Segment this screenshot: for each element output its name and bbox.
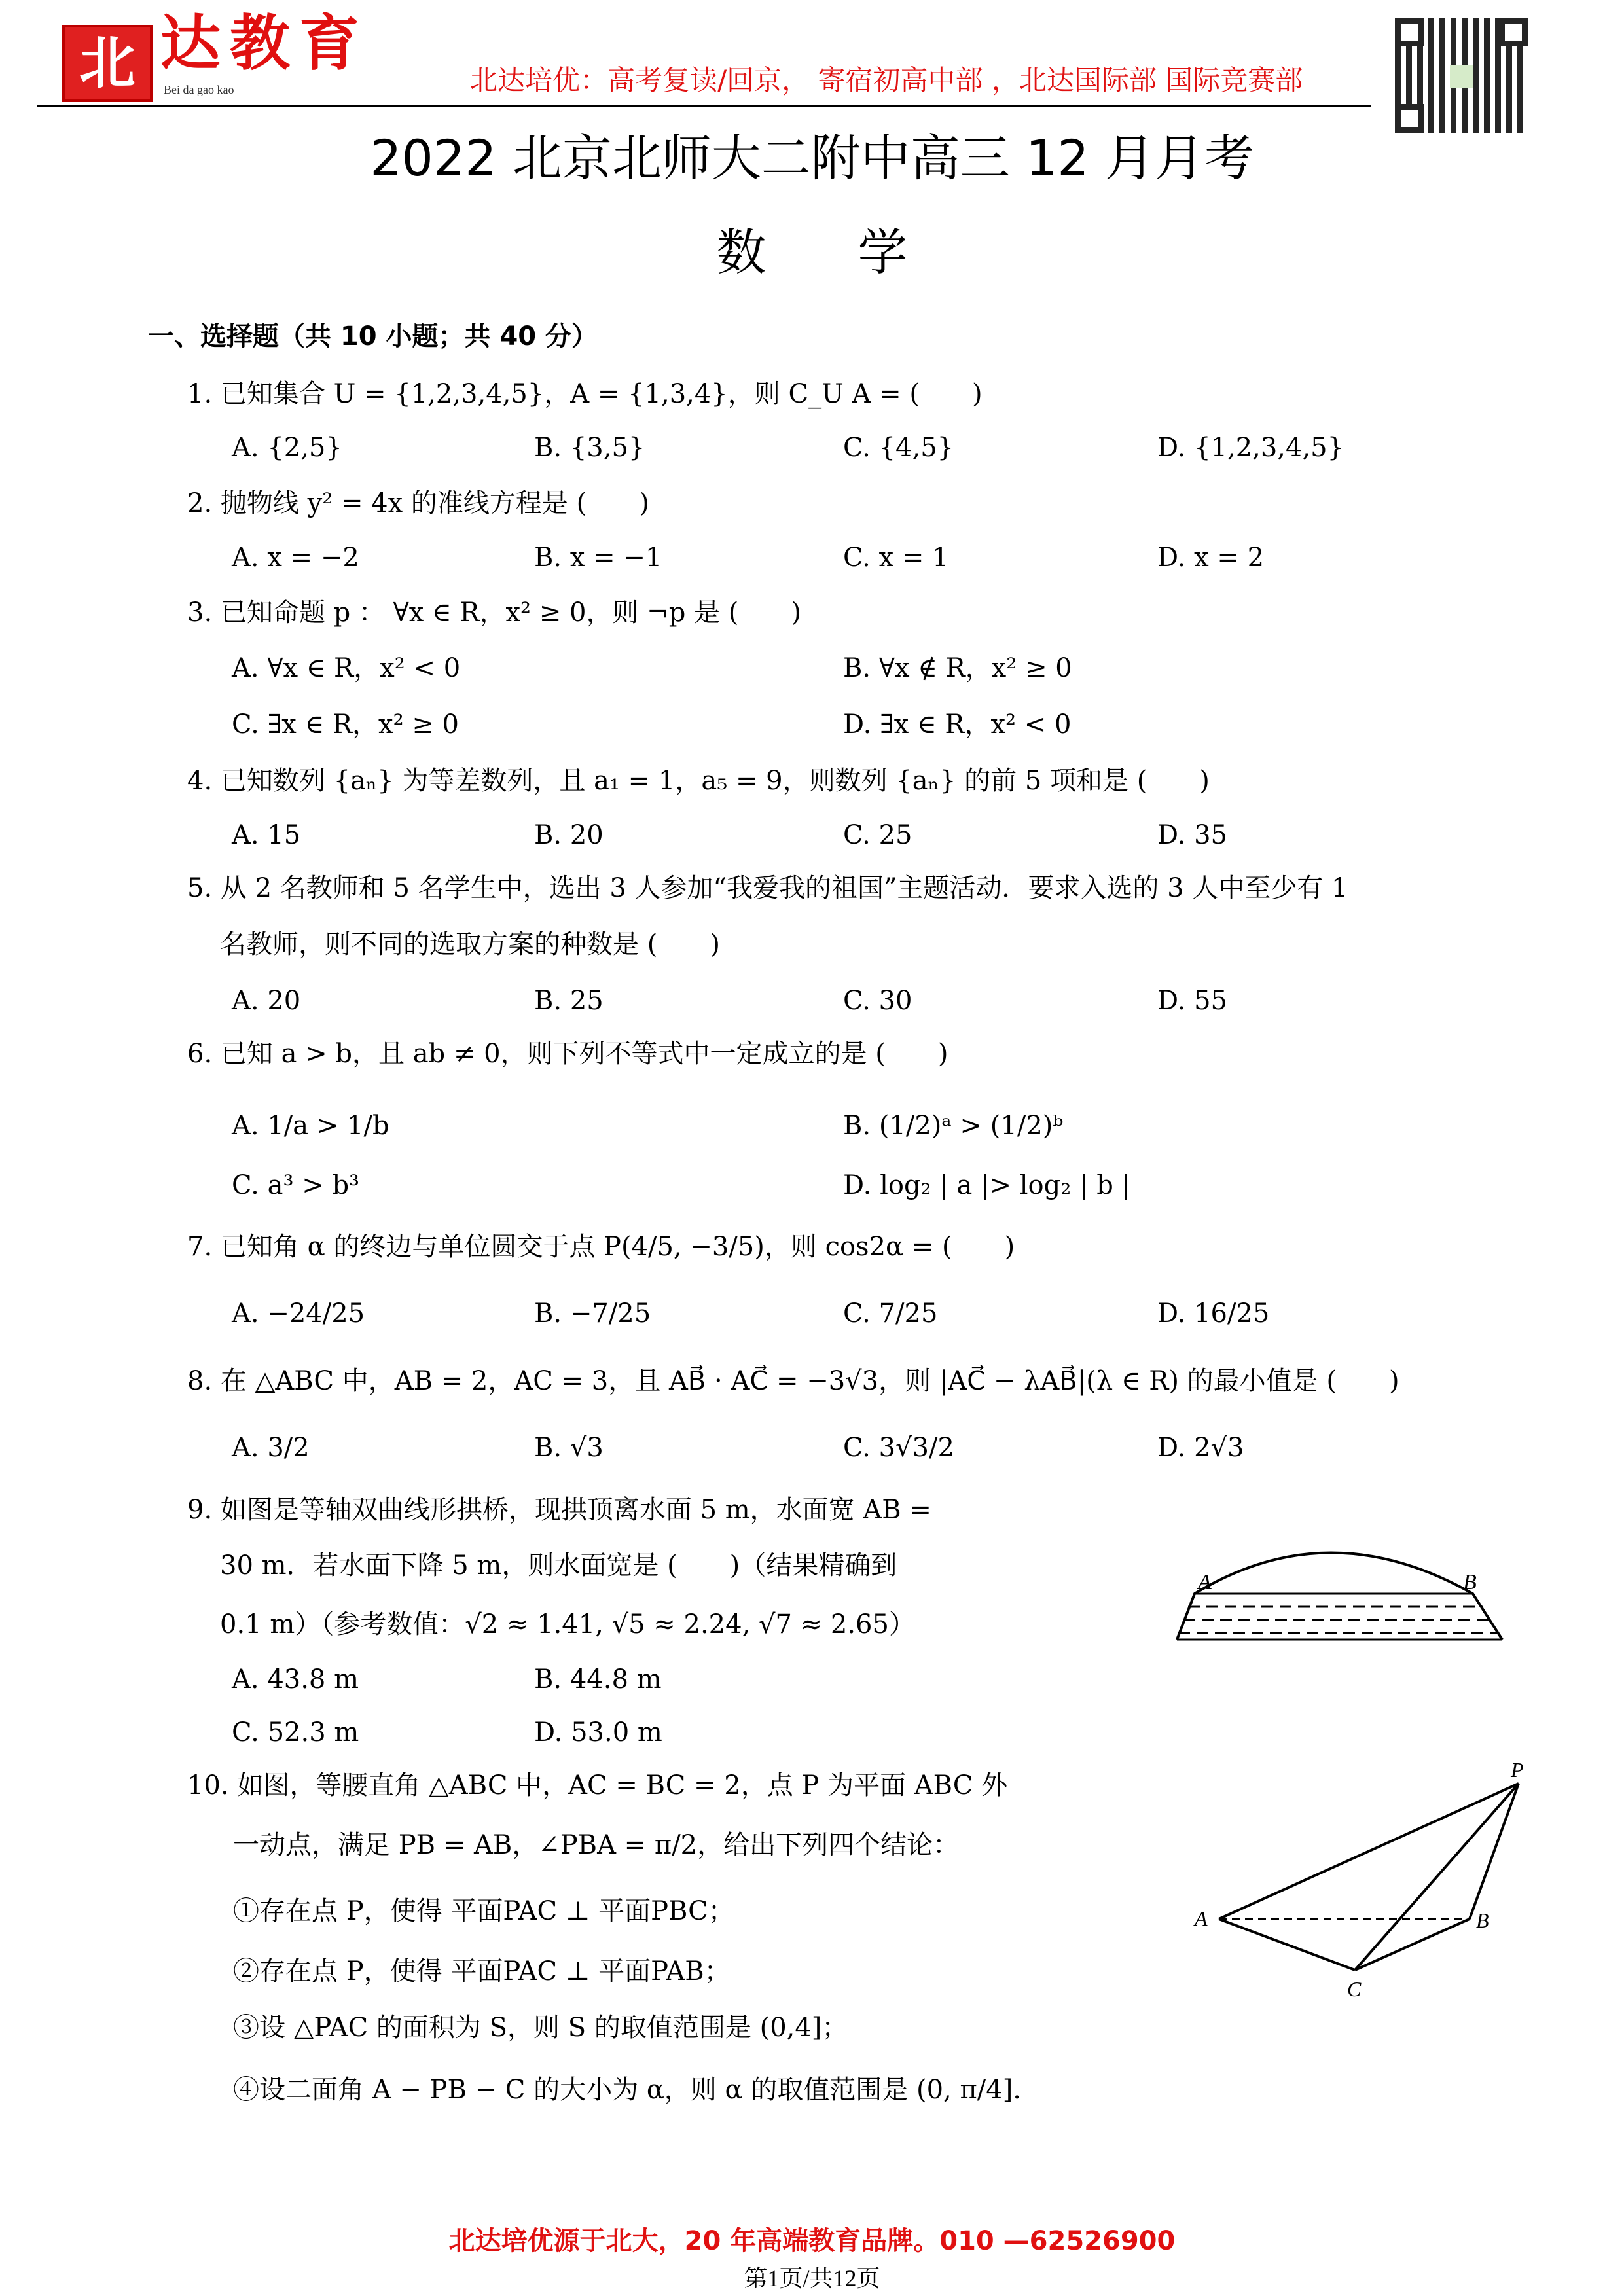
tetrahedron-figure — [1178, 1754, 1545, 2003]
question-8-text: 8. 在 △ABC 中，AB = 2，AC = 3，且 AB⃗ · AC⃗ = −3√3，则 |AC⃗ − λAB⃗|(λ ∈ R) 的最小值是 ( ) — [187, 1366, 1399, 1396]
question-6-option-d: D. log₂ | a |> log₂ | b | — [843, 1170, 1130, 1200]
label-a: A — [1198, 1570, 1212, 1594]
label-c: C — [1347, 1977, 1362, 2001]
question-1-option-c: C. {4,5} — [843, 433, 954, 463]
logo-subtitle: Bei da gao kao — [164, 83, 234, 96]
question-7-option-a: A. −24/25 — [232, 1299, 365, 1329]
label-p: P — [1511, 1758, 1524, 1782]
question-10-text: ②存在点 P，使得 平面PAC ⊥ 平面PAB； — [233, 1956, 731, 1986]
question-5-option-b: B. 25 — [534, 986, 604, 1016]
footer-advert: 北达培优源于北大，20 年高端教育品牌。010 —62526900 — [448, 2226, 1176, 2256]
logo-text: 达教育 — [160, 8, 369, 79]
question-2-text: 2. 抛物线 y² = 4x 的准线方程是 ( ) — [187, 488, 649, 518]
question-3-option-a: A. ∀x ∈ R，x² < 0 — [232, 653, 461, 683]
header-divider — [37, 105, 1371, 107]
question-4-option-d: D. 35 — [1157, 820, 1227, 850]
question-3-option-b: B. ∀x ∉ R，x² ≥ 0 — [843, 653, 1072, 683]
question-1-option-b: B. {3,5} — [534, 433, 645, 463]
question-6-text: 6. 已知 a > b，且 ab ≠ 0，则下列不等式中一定成立的是 ( ) — [187, 1039, 948, 1069]
question-5-option-d: D. 55 — [1157, 986, 1227, 1016]
question-8-option-b: B. √3 — [534, 1433, 604, 1463]
label-b: B — [1476, 1909, 1489, 1932]
question-7-option-d: D. 16/25 — [1157, 1299, 1270, 1329]
page-number: 第1页/共12页 — [744, 2265, 880, 2291]
question-7-text: 7. 已知角 α 的终边与单位圆交于点 P(4/5, −3/5)，则 cos2α = ( ) — [187, 1232, 1015, 1262]
question-2-option-c: C. x = 1 — [843, 543, 949, 573]
logo-mark: 北 — [62, 25, 153, 102]
question-6-option-b: B. (1/2)ᵃ > (1/2)ᵇ — [843, 1111, 1064, 1141]
question-9-text: 9. 如图是等轴双曲线形拱桥，现拱顶离水面 5 m，水面宽 AB = — [187, 1495, 931, 1525]
question-1-text: 1. 已知集合 U = {1,2,3,4,5}，A = {1,3,4}，则 C_U A = ( ) — [187, 379, 983, 409]
question-8-option-c: C. 3√3/2 — [843, 1433, 954, 1463]
question-9-text: 30 m．若水面下降 5 m，则水面宽是 ( )（结果精确到 — [220, 1551, 897, 1581]
question-8-option-a: A. 3/2 — [232, 1433, 310, 1463]
question-4-option-c: C. 25 — [843, 820, 912, 850]
question-10-text: ④设二面角 A − PB − C 的大小为 α，则 α 的取值范围是 (0, π/4]. — [233, 2075, 1022, 2105]
question-3-text: 3. 已知命题 p ： ∀x ∈ R，x² ≥ 0，则 ¬p 是 ( ) — [187, 598, 801, 628]
question-3-option-c: C. ∃x ∈ R，x² ≥ 0 — [232, 709, 460, 740]
question-6-option-a: A. 1/a > 1/b — [232, 1111, 389, 1141]
question-1-option-a: A. {2,5} — [232, 433, 342, 463]
question-9-option-c: C. 52.3 m — [232, 1717, 359, 1748]
question-10-text: 10. 如图，等腰直角 △ABC 中，AC = BC = 2，点 P 为平面 ABC 外 — [187, 1770, 1008, 1801]
question-1-option-d: D. {1,2,3,4,5} — [1157, 433, 1344, 463]
question-10-text: ①存在点 P，使得 平面PAC ⊥ 平面PBC； — [233, 1896, 734, 1926]
question-4-option-b: B. 20 — [534, 820, 604, 850]
question-10-text: ③设 △PAC 的面积为 S，则 S 的取值范围是 (0,4]； — [233, 2013, 848, 2043]
question-5-option-a: A. 20 — [232, 986, 301, 1016]
exam-subject: 数学 — [716, 223, 1000, 281]
question-7-option-b: B. −7/25 — [534, 1299, 651, 1329]
question-9-text: 0.1 m）（参考数值：√2 ≈ 1.41, √5 ≈ 2.24, √7 ≈ 2.65） — [220, 1609, 915, 1640]
question-4-text: 4. 已知数列 {aₙ} 为等差数列，且 a₁ = 1，a₅ = 9，则数列 {aₙ} 的前 5 项和是 ( ) — [187, 766, 1210, 796]
question-3-option-d: D. ∃x ∈ R，x² < 0 — [843, 709, 1072, 740]
question-6-option-c: C. a³ > b³ — [232, 1170, 360, 1200]
question-4-option-a: A. 15 — [232, 820, 301, 850]
question-9-option-d: D. 53.0 m — [534, 1717, 662, 1748]
question-8-option-d: D. 2√3 — [1157, 1433, 1244, 1463]
label-a: A — [1195, 1907, 1208, 1930]
question-9-option-b: B. 44.8 m — [534, 1664, 662, 1695]
question-7-option-c: C. 7/25 — [843, 1299, 938, 1329]
question-9-option-a: A. 43.8 m — [232, 1664, 359, 1695]
question-2-option-d: D. x = 2 — [1157, 543, 1265, 573]
question-2-option-b: B. x = −1 — [534, 543, 662, 573]
exam-title: 2022 北京北师大二附中高三 12 月月考 — [370, 129, 1254, 187]
qr-code-icon — [1395, 18, 1528, 133]
question-10-text: 一动点，满足 PB = AB，∠PBA = π/2，给出下列四个结论： — [233, 1830, 960, 1860]
label-b: B — [1463, 1570, 1477, 1594]
question-2-option-a: A. x = −2 — [232, 543, 359, 573]
question-5-text: 名教师，则不同的选取方案的种数是 ( ) — [220, 929, 720, 960]
arch-bridge-figure — [1165, 1532, 1512, 1649]
header-slogan: 北达培优：高考复读/回京， 寄宿初高中部 ，北达国际部 国际竞赛部 — [470, 64, 1303, 96]
question-5-text: 5. 从 2 名教师和 5 名学生中，选出 3 人参加“我爱我的祖国”主题活动．要求入选的 3 人中至少有 1 — [187, 873, 1348, 903]
section-heading: 一、选择题（共 10 小题；共 40 分） — [148, 321, 598, 351]
question-5-option-c: C. 30 — [843, 986, 912, 1016]
